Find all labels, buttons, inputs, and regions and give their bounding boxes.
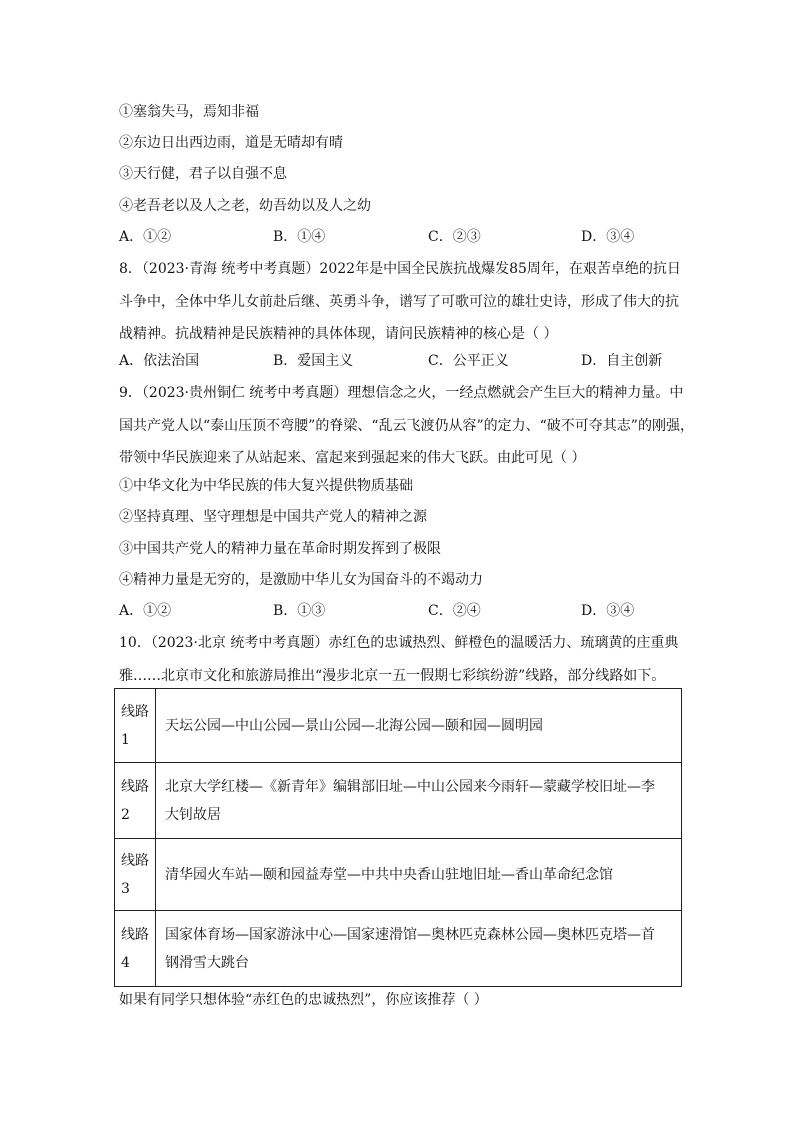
routes-table bbox=[114, 688, 682, 987]
q7-item-4: ④老吾老以及人之老，幼吾幼以及人之幼 bbox=[119, 198, 371, 214]
q9-item-1: ①中华文化为中华民族的伟大复兴提供物质基础 bbox=[119, 478, 413, 494]
route-text: 大钊故居 bbox=[165, 806, 221, 823]
route-text: 国家体育场—国家游泳中心—国家速滑馆—奥林匹克森林公园—奥林匹克塔—首 bbox=[165, 926, 655, 943]
route-label-cell bbox=[115, 689, 156, 763]
q10-question: 如果有同学只想体验“赤红色的忠诚热烈”，你应该推荐（ ） bbox=[119, 992, 488, 1008]
q7-option-b: B．①④ bbox=[273, 229, 326, 245]
route-text: 天坛公园—中山公园—景山公园—北海公园—颐和园—圆明园 bbox=[165, 717, 543, 734]
route-text: 钢滑雪大跳台 bbox=[165, 954, 249, 971]
q10-stem-line: 雅……北京市文化和旅游局推出“漫步北京一五一假期七彩缤纷游”线路，部分线路如下。 bbox=[119, 667, 666, 684]
q9-item-2: ②坚持真理、坚守理想是中国共产党人的精神之源 bbox=[119, 509, 427, 525]
route-number: 4 bbox=[121, 954, 130, 971]
q9-stem bbox=[119, 377, 694, 475]
q7-options bbox=[119, 227, 679, 247]
route-label: 线路 bbox=[121, 703, 149, 720]
route-content-cell bbox=[156, 763, 682, 839]
q9-stem-line: 9．（2023·贵州铜仁 统考中考真题）理想信念之火，一经点燃就会产生巨大的精神力量。中 bbox=[119, 385, 684, 401]
q9-option-c: C．②④ bbox=[428, 603, 481, 619]
q7-option-d: D．③④ bbox=[581, 229, 635, 245]
route-number: 2 bbox=[121, 806, 130, 823]
route-label-cell bbox=[115, 839, 156, 911]
q7-item-1: ①塞翁失马，焉知非福 bbox=[119, 104, 259, 120]
q7-option-a: A．①② bbox=[119, 229, 172, 245]
route-text: 北京大学红楼—《新青年》编辑部旧址—中山公园来今雨轩—蒙藏学校旧址—李 bbox=[165, 778, 655, 795]
route-content-cell bbox=[156, 911, 682, 987]
table-row bbox=[115, 911, 682, 987]
q10-stem bbox=[119, 627, 681, 692]
q9-item-4: ④精神力量是无穷的，是激励中华儿女为国奋斗的不竭动力 bbox=[119, 572, 483, 588]
q7-item-3: ③天行健，君子以自强不息 bbox=[119, 166, 287, 182]
route-text: 清华园火车站—颐和园益寿堂—中共中央香山驻地旧址—香山革命纪念馆 bbox=[165, 866, 613, 883]
q8-option-b: B．爱国主义 bbox=[273, 353, 354, 369]
table-row bbox=[115, 839, 682, 911]
table-row bbox=[115, 763, 682, 839]
route-number: 3 bbox=[121, 880, 130, 897]
q9-item-3: ③中国共产党人的精神力量在革命时期发挥到了极限 bbox=[119, 541, 441, 557]
q8-options bbox=[119, 351, 679, 371]
q7-option-c: C．②③ bbox=[428, 229, 481, 245]
q9-stem-line: 国共产党人以“泰山压顶不弯腰”的脊梁、“乱云飞渡仍从容”的定力、“破不可夺其志”的刚强， bbox=[119, 417, 694, 434]
route-label: 线路 bbox=[121, 852, 149, 869]
q9-option-d: D．③④ bbox=[581, 603, 635, 619]
q8-stem-line: 战精神。抗战精神是民族精神的具体体现，请问民族精神的核心是（ ） bbox=[119, 326, 558, 342]
route-label-cell bbox=[115, 763, 156, 839]
q9-options bbox=[119, 601, 679, 621]
q8-stem-line: 8．（2023·青海 统考中考真题）2022年是中国全民族抗战爆发85周年，在艰苦卓绝的抗日 bbox=[119, 261, 681, 277]
q7-item-2: ②东边日出西边雨，道是无晴却有晴 bbox=[119, 135, 343, 151]
q8-option-d: D．自主创新 bbox=[581, 353, 663, 369]
q8-option-c: C．公平正义 bbox=[428, 353, 509, 369]
route-number: 1 bbox=[121, 731, 130, 748]
q9-stem-line: 带领中华民族迎来了从站起来、富起来到强起来的伟大飞跃。由此可见（ ） bbox=[119, 450, 586, 466]
q8-stem-line: 斗争中，全体中华儿女前赴后继、英勇斗争，谱写了可歌可泣的雄壮史诗，形成了伟大的抗 bbox=[119, 293, 679, 310]
q10-stem-line: 10．（2023·北京 统考中考真题）赤红色的忠诚热烈、鲜橙色的温暖活力、琉璃黄的庄重典 bbox=[119, 635, 679, 651]
route-content-cell bbox=[156, 689, 682, 763]
route-label-cell bbox=[115, 911, 156, 987]
q8-option-a: A．依法治国 bbox=[119, 353, 200, 369]
route-label: 线路 bbox=[121, 926, 149, 943]
q9-option-a: A．①② bbox=[119, 603, 172, 619]
q8-stem bbox=[119, 253, 681, 351]
q9-option-b: B．①③ bbox=[273, 603, 326, 619]
route-label: 线路 bbox=[121, 778, 149, 795]
route-content-cell bbox=[156, 839, 682, 911]
table-row bbox=[115, 689, 682, 763]
